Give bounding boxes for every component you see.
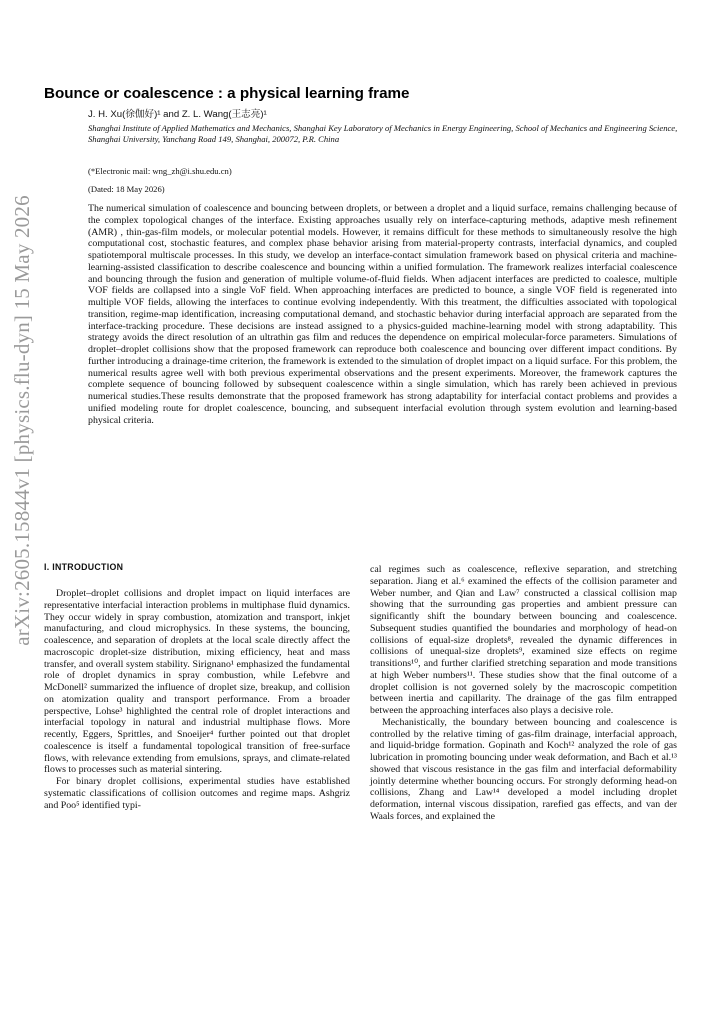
section-heading-introduction: I. INTRODUCTION — [44, 562, 124, 572]
paper-authors: J. H. Xu(徐伽好)¹ and Z. L. Wang(王志亮)¹ — [88, 109, 267, 120]
arxiv-identifier-sidebar — [2, 180, 42, 660]
body-column-right — [370, 564, 677, 823]
body-paragraph: Mechanistically, the boundary between bouncing and coalescence is controlled by the relative timing of gas-film drainage, interfacial approach, and liquid-bridge formation. Gopinath and Koch¹² analyzed the role of gas lubrication in promoting bouncing under weak deformation, and Bach et al.¹³ showed that viscous resistance in the gas film and interfacial deformability jointly determine whether bouncing occurs. For strongly deforming head-on collisions, Zhang and Law¹⁴ developed a model including droplet deformation, internal viscous dissipation, rarefied gas effects, and van der Waals forces, and explained the — [370, 716, 677, 822]
author-affiliation: Shanghai Institute of Applied Mathematics and Mechanics, Shanghai Key Laboratory of Mechanics in Energy Engineering, School of Mechanics and Engineering Science, Shanghai University, Yanchang Road 149, Shanghai, 200072, P.R. China — [88, 123, 678, 145]
corresponding-email: (*Electronic mail: wng_zh@i.shu.edu.cn) — [88, 166, 232, 176]
body-column-left — [44, 588, 350, 811]
arxiv-identifier-text: arXiv:2605.15844v1 [physics.flu-dyn] 15 May 2026 — [9, 194, 34, 646]
body-paragraph: Droplet–droplet collisions and droplet impact on liquid interfaces are representative interfacial interaction problems in multiphase fluid dynamics. They occur widely in spray combustion, atomization and transport, inkjet manufacturing, and cloud microphysics. In these systems, the bouncing, coalescence, and separation of droplets at the local scale directly affect the macroscopic droplet-size distribution, mixing efficiency, heat and mass transfer, and overall system stability. Sirignano¹ emphasized the fundamental role of droplet dynamics in spray combustion, while Lefebvre and McDonell² summarized the influence of droplet size, breakup, and collision on atomization quality and transport performance. From a broader perspective, Lohse³ highlighted the central role of droplet interactions and interfacial topology in natural and industrial multiphase flows. More recently, Eggers, Sprittles, and Snoeijer⁴ further pointed out that droplet coalescence is itself a fundamental topological transition of free-surface flows, with relevance extending from emulsions, sprays, and climate-related flows to processes such as material sintering. — [44, 588, 350, 776]
paper-title: Bounce or coalescence : a physical learning frame — [44, 85, 410, 102]
body-paragraph: cal regimes such as coalescence, reflexive separation, and stretching separation. Jiang et al.⁶ examined the effects of the collision parameter and Weber number, and Qian and Law⁷ constructed a classical collision map showing that the surrounding gas properties and ambient pressure can significantly shift the boundary between bouncing and coalescence. Subsequent studies quantified the boundaries and morphology of head-on collisions of equal-size droplets⁸, revealed the dynamic differences in collisions of unequal-size droplets⁹, examined size effects on regime transitions¹⁰, and further clarified stretching separation and mode transitions at high Weber numbers¹¹. These studies show that the final outcome of a droplet collision is not governed solely by the macroscopic competition between inertia and capillarity. The drainage of the gas film entrapped between the approaching interfaces also plays a decisive role. — [370, 564, 677, 716]
paper-abstract: The numerical simulation of coalescence and bouncing between droplets, or between a droplet and a liquid surface, remains challenging because of the complex topological changes of the interface. Existing approaches usually rely on interface-capturing methods, adaptive mesh refinement (AMR) , thin-gas-film models, or molecular potential models. However, it remains difficult for these methods to simultaneously resolve the high computational cost, stochastic features, and complex phase behavior arising from material-property contrasts, interfacial dynamics, and coupled spatiotemporal multiscale processes. In this study, we develop an interface-contact simulation framework based on physical criteria and machine-learning-assisted classification to describe coalescence and bouncing within a unified formulation. The framework realizes interfacial coalescence and bouncing through the fusion and generation of multiple volume-of-fluid fields. When adjacent interfaces are predicted to coalesce, multiple VOF fields are collapsed into a single VoF field. When approaching interfaces are predicted to bounce, a single VOF field is regenerated into multiple VOF fields, allowing the interfaces to continue evolving independently. With this treatment, the difficulties associated with topological transition, regime-map identification, increasing computational demand, and stochastic behavior during interfacial approach are separated from the interface-tracking procedure. These decisions are instead assigned to a physics-guided machine-learning model with strong adaptability. This strategy avoids the direct resolution of an ultrathin gas film and reduces the dependence on empirical molecular-force parameters. Simulations of droplet–droplet collisions show that the proposed framework can reproduce both coalescence and bouncing over different impact conditions. By further introducing a drainage-time criterion, the framework is extended to the simulation of droplet impact on a liquid surface. For this problem, the numerical results agree well with both previous experimental observations and the present experiments. Moreover, the framework captures the complete sequence of bouncing followed by subsequent coalescence within a single simulation, which has rarely been achieved in previous numerical studies.These results demonstrate that the proposed framework has strong adaptability for interfacial contact problems and provides a unified modeling route for droplet coalescence, bouncing, and subsequent interfacial evolution through system evolution and learning-based physical criteria. — [88, 203, 677, 426]
body-paragraph: For binary droplet collisions, experimental studies have established systematic classifications of collision outcomes and regime maps. Ashgriz and Poo⁵ identified typi- — [44, 776, 350, 811]
paper-date: (Dated: 18 May 2026) — [88, 184, 165, 194]
